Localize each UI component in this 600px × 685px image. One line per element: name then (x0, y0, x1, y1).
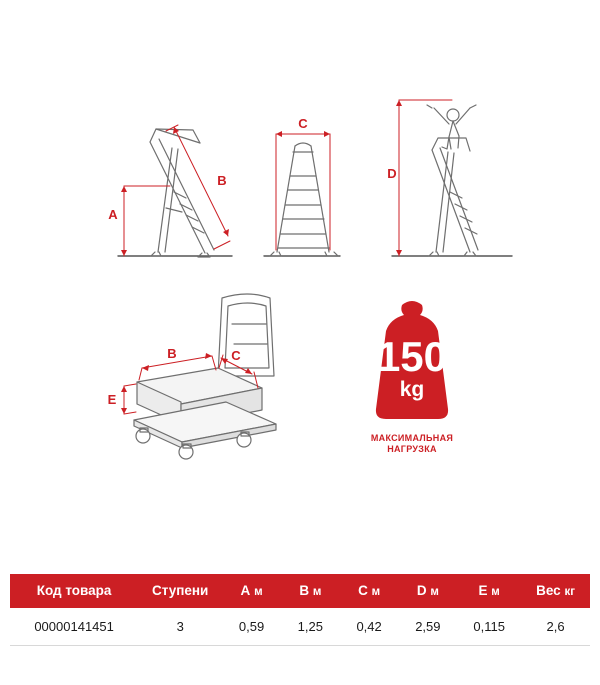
header-steps-label: Ступени (152, 583, 209, 598)
header-d-label: D (416, 583, 427, 598)
header-code-label: Код товара (36, 583, 112, 598)
header-e-unit: м (491, 586, 500, 598)
header-code (10, 574, 138, 608)
cell-e: 0,115 (457, 608, 521, 646)
header-a (222, 574, 281, 608)
cell-steps: 3 (138, 608, 222, 646)
header-weight-unit: кг (564, 586, 575, 598)
max-load-caption-line2: НАГРУЗКА (387, 444, 437, 454)
load-unit: kg (399, 378, 425, 401)
dimension-e-cart (121, 384, 136, 414)
header-steps (138, 574, 222, 608)
header-b-label: B (299, 583, 310, 598)
header-c (340, 574, 399, 608)
header-c-label: C (358, 583, 368, 598)
cell-c: 0,42 (340, 608, 399, 646)
weight-icon (352, 295, 472, 425)
front-view-ladder (264, 143, 340, 256)
header-e (457, 574, 521, 608)
header-b-unit: м (312, 586, 322, 598)
header-d-unit: м (430, 586, 439, 598)
label-c: C (298, 116, 308, 131)
header-d (398, 574, 457, 608)
label-b-cart: B (167, 346, 177, 361)
table-header-row (10, 574, 590, 608)
header-a-label: A (240, 583, 251, 598)
label-a: A (108, 207, 118, 222)
max-load-caption-line1: МАКСИМАЛЬНАЯ (370, 433, 454, 443)
cell-a: 0,59 (222, 608, 281, 646)
label-c-cart: C (231, 348, 241, 363)
header-a-unit: м (254, 586, 263, 598)
dimension-d (396, 100, 452, 256)
person-figure (427, 105, 476, 149)
cell-b: 1,25 (281, 608, 340, 646)
header-b (281, 574, 340, 608)
cell-code: 00000141451 (10, 608, 138, 646)
label-d: D (387, 166, 397, 181)
load-value: 150 (376, 333, 448, 380)
working-height-view (392, 105, 512, 256)
specification-table (10, 574, 590, 646)
cell-d: 2,59 (398, 608, 457, 646)
label-b: B (217, 173, 227, 188)
table-row (10, 608, 590, 646)
max-load-badge (352, 295, 472, 455)
label-e-cart: E (107, 392, 117, 407)
cell-weight: 2,6 (521, 608, 590, 646)
header-e-label: E (478, 583, 488, 598)
header-weight (521, 574, 590, 608)
header-c-unit: м (371, 586, 381, 598)
max-load-caption (352, 433, 472, 455)
header-weight-label: Вес (536, 583, 561, 598)
side-view-ladder (118, 129, 232, 257)
